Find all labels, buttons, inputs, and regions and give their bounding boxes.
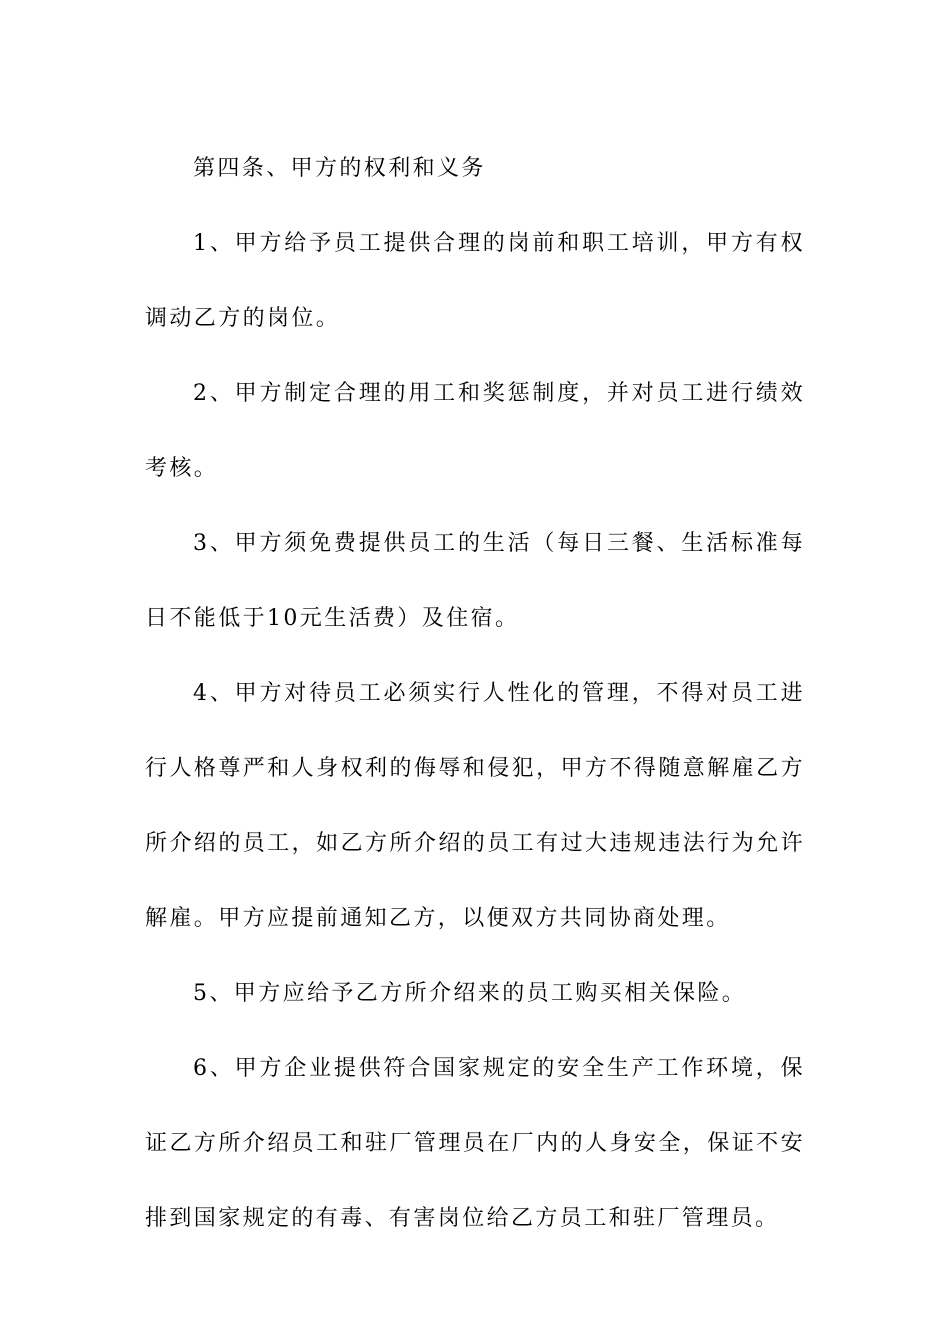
- paragraph-4: 4、甲方对待员工必须实行人性化的管理，不得对员工进行人格尊严和人身权利的侮辱和侵犯，甲方不得随意解雇乙方所介绍的员工，如乙方所介绍的员工有过大违规违法行为允许解雇。甲方应提前通知乙方，以便双方共同协商处理。: [145, 681, 805, 931]
- paragraph-5: 5、甲方应给予乙方所介绍来的员工购买相关保险。: [193, 981, 747, 1006]
- paragraph-3: 3、甲方须免费提供员工的生活（每日三餐、生活标准每日不能低于10元生活费）及住宿。: [145, 531, 805, 631]
- paragraph-6: 6、甲方企业提供符合国家规定的安全生产工作环境，保证乙方所介绍员工和驻厂管理员在厂内的人身安全，保证不安排到国家规定的有毒、有害岗位给乙方员工和驻厂管理员。: [145, 1056, 805, 1231]
- document-body: [145, 131, 805, 1256]
- section-heading: 第四条、甲方的权利和义务: [193, 156, 486, 181]
- paragraph-1: 1、甲方给予员工提供合理的岗前和职工培训，甲方有权调动乙方的岗位。: [145, 231, 805, 331]
- paragraph-2: 2、甲方制定合理的用工和奖惩制度，并对员工进行绩效考核。: [145, 381, 805, 481]
